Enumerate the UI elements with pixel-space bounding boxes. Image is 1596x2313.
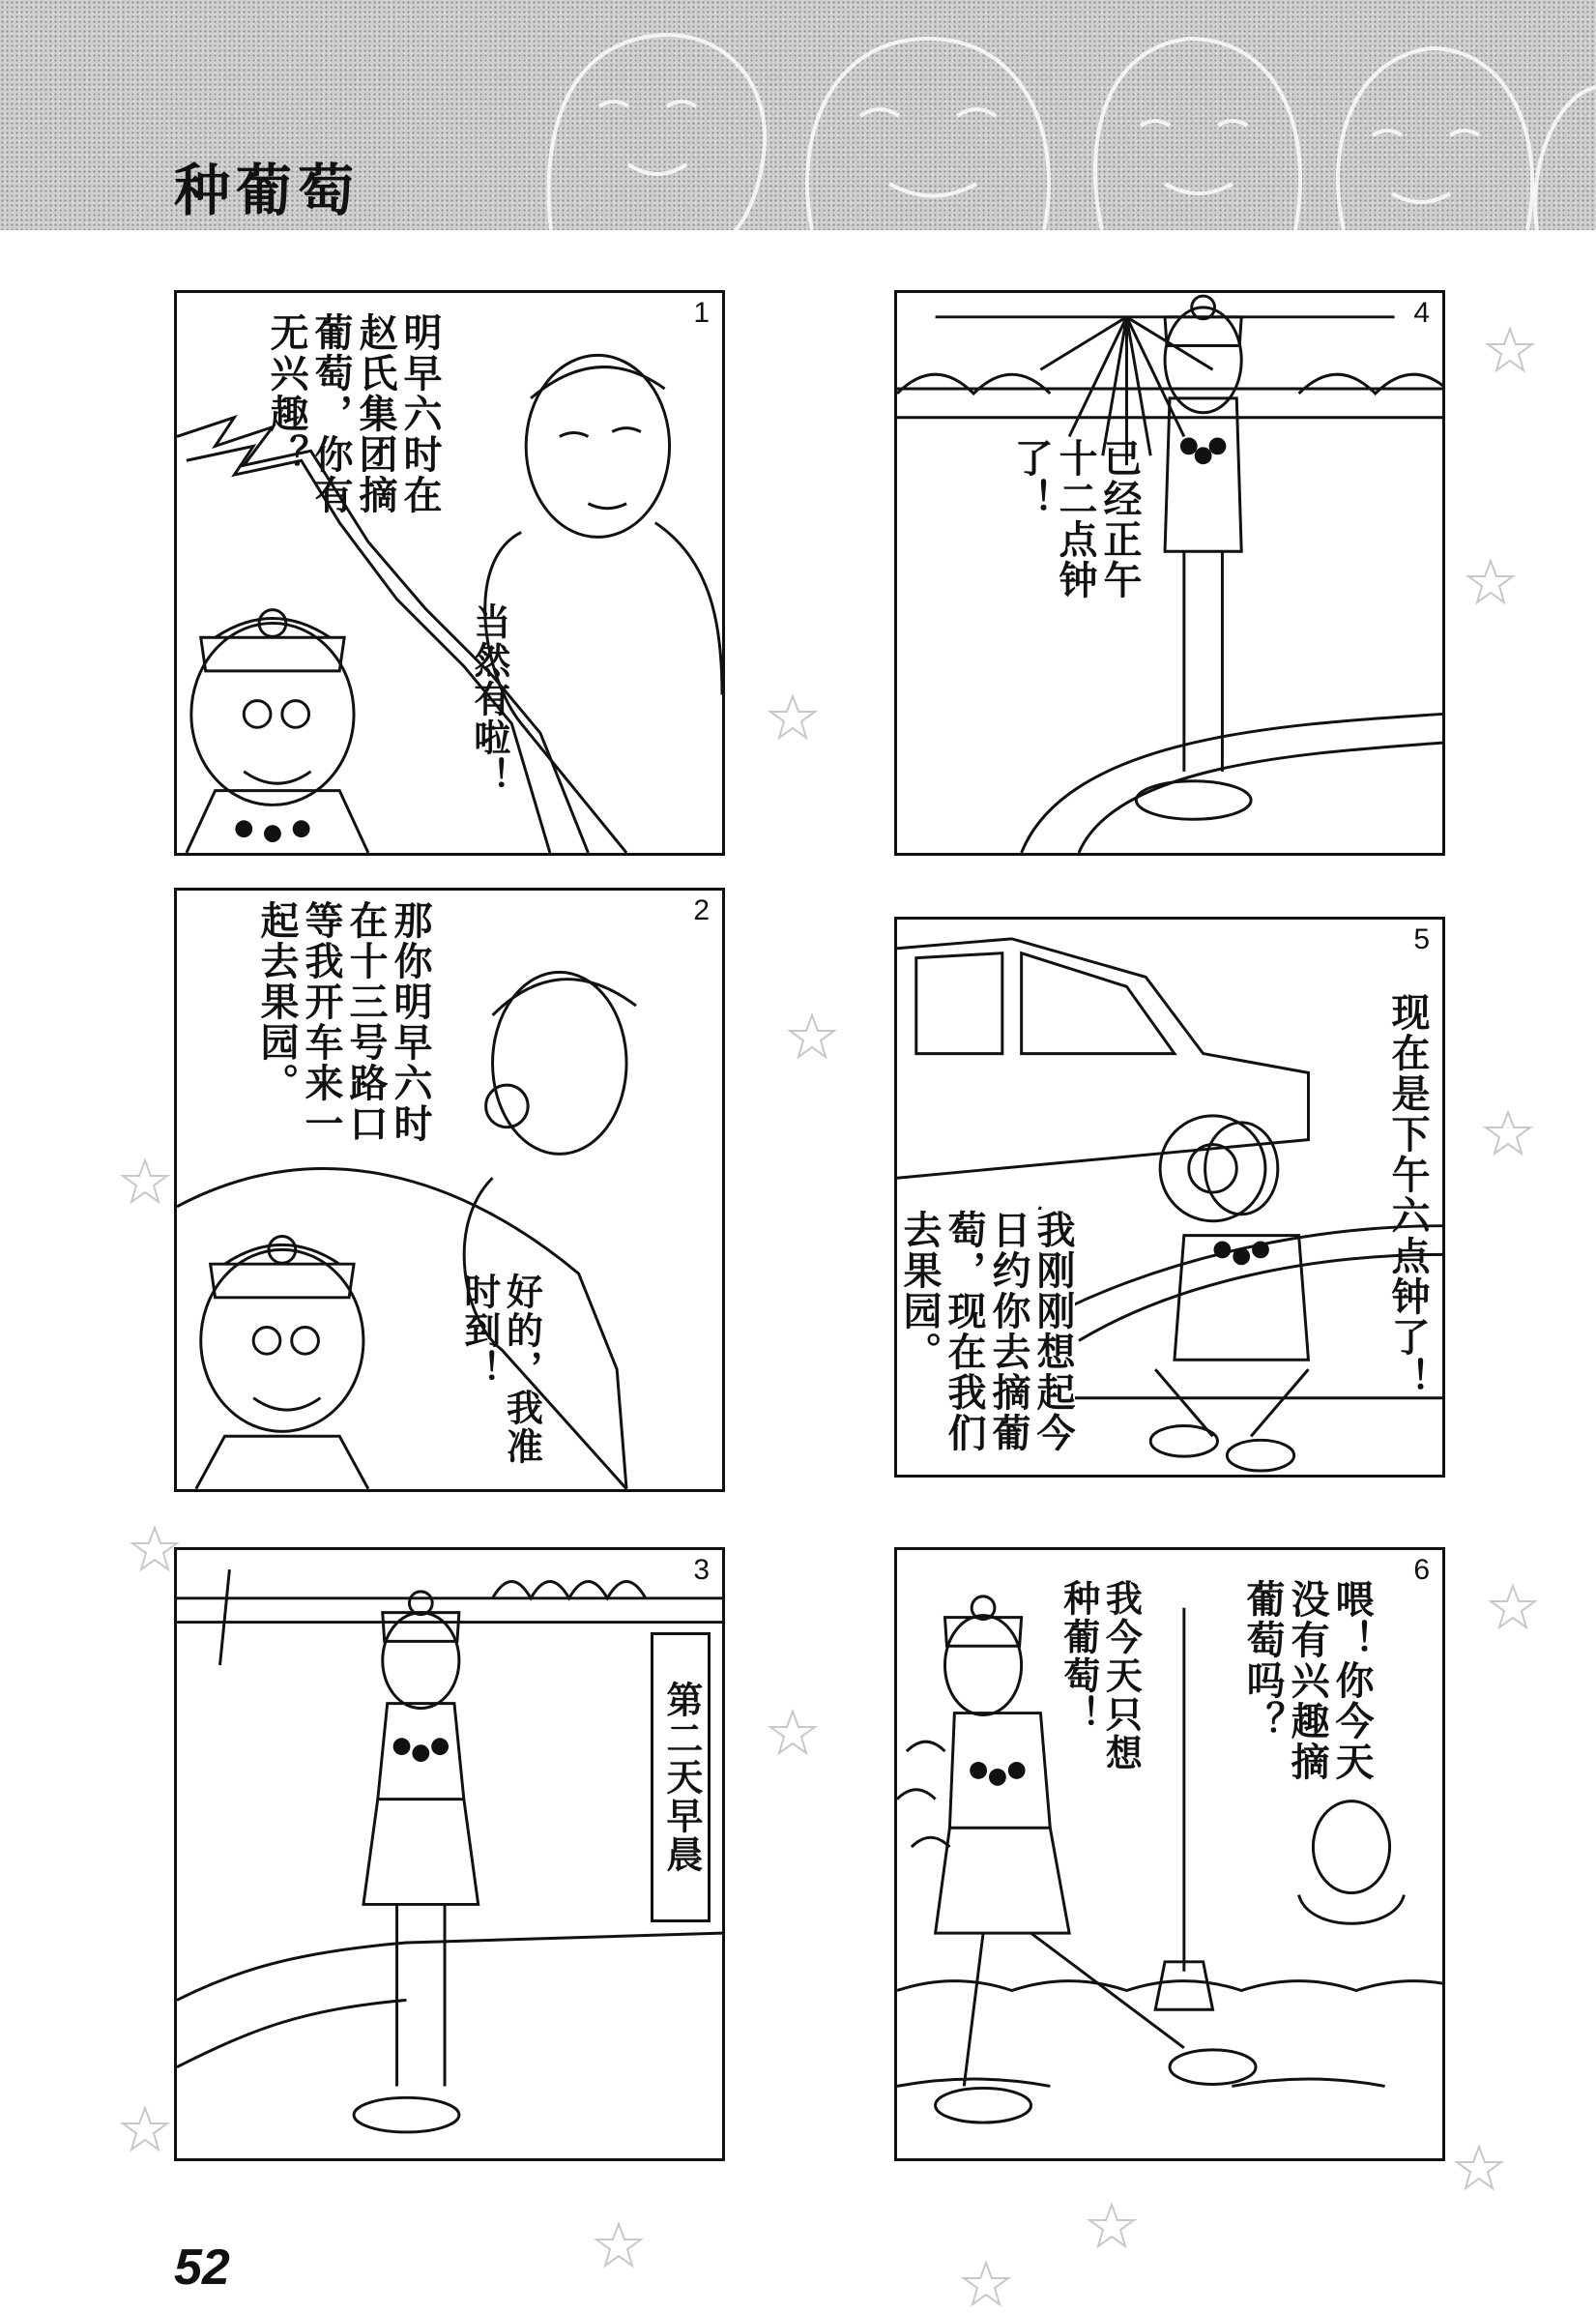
panel-number: 4 (1410, 297, 1433, 330)
comic-panel-4 (894, 290, 1445, 856)
panel-1-illustration (177, 293, 722, 853)
page-title: 种葡萄 (174, 158, 361, 223)
panel-3-illustration (177, 1550, 722, 2158)
speech-bubble-4-1: 已经正午十二点钟了！ (1008, 438, 1142, 600)
panel-number: 5 (1410, 923, 1433, 956)
comic-panel-1 (174, 290, 725, 856)
time-caption: 第二天早晨 (659, 1681, 703, 1874)
speech-bubble-5-1: 现在是下午六点钟了！ (1385, 992, 1430, 1398)
panel-4-illustration (897, 293, 1442, 853)
speech-bubble-6-2: 我今天只想种葡萄！ (1057, 1579, 1143, 1772)
comic-panel-2 (174, 888, 725, 1492)
speech-bubble-2-2: 好的，我准时到！ (457, 1273, 543, 1466)
speech-bubble-1-2: 当然有啦！ (467, 602, 510, 796)
comic-panel-5 (894, 917, 1445, 1478)
page-number: 52 (174, 2240, 230, 2296)
panel-number: 2 (690, 894, 712, 927)
time-caption-box (651, 1632, 711, 1922)
comic-panel-3 (174, 1547, 725, 2161)
comic-panel-6 (894, 1547, 1445, 2161)
panel-number: 1 (690, 297, 712, 330)
panel-number: 3 (690, 1554, 712, 1587)
speech-bubble-1-1: 明早六时在赵氏集团摘葡萄，你有无兴趣？ (264, 312, 442, 515)
speech-bubble-5-2: 我刚刚想起今日约你去摘葡萄，现在我们去果园。 (897, 1210, 1075, 1478)
speech-bubble-6-1: 喂！你今天没有兴趣摘葡萄吗？ (1240, 1579, 1374, 1782)
speech-bubble-2-1: 那你明早六时在十三号路口等我开车来一起去果园。 (254, 900, 432, 1144)
panel-number: 6 (1410, 1554, 1433, 1587)
header-faces-illustration (522, 0, 1596, 230)
